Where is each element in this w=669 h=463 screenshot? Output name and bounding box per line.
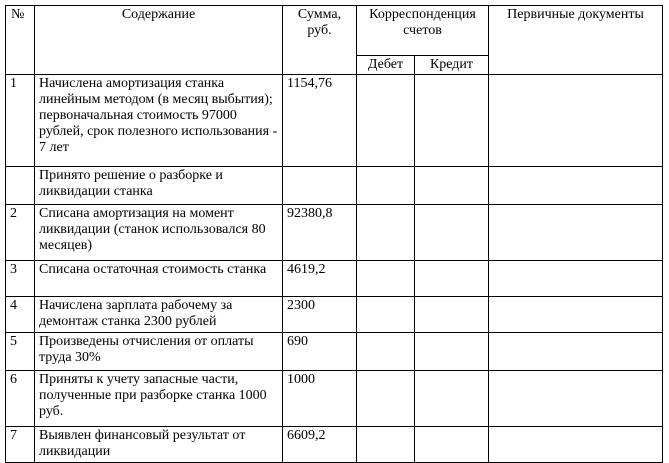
row-content: Приняты к учету запасные части, полученные при разборке станка 1000 руб. [35,371,283,427]
header-credit: Кредит [415,56,489,75]
row-amount: 92380,8 [283,205,357,261]
row-credit [415,205,489,261]
row-credit [415,427,489,463]
table-row [6,333,663,371]
row-documents [489,75,663,167]
row-documents [489,205,663,261]
header-number: № [6,6,35,75]
table-row [6,261,663,297]
row-number: 1 [6,75,35,167]
row-amount: 690 [283,333,357,371]
row-documents [489,297,663,333]
operations-table [5,5,663,463]
row-debit [357,371,415,427]
row-number: 2 [6,205,35,261]
row-credit [415,371,489,427]
row-number: 6 [6,371,35,427]
row-credit [415,297,489,333]
row-amount: 2300 [283,297,357,333]
row-content: Произведены отчисления от оплаты труда 30% [35,333,283,371]
row-credit [415,333,489,371]
row-debit [357,205,415,261]
row-debit [357,75,415,167]
header-correspondence: Корреспонденция счетов [357,6,489,56]
header-row-top [6,6,663,56]
row-amount: 1000 [283,371,357,427]
row-debit [357,333,415,371]
table-row [6,75,663,167]
row-number: 5 [6,333,35,371]
header-content: Содержание [35,6,283,75]
table-row [6,167,663,205]
table-row [6,371,663,427]
row-content: Начислена амортизация станка линейным методом (в месяц выбытия); первоначальная стоимость 97000 рублей, срок полезного использования - 7 лет [35,75,283,167]
row-number: 4 [6,297,35,333]
header-debit: Дебет [357,56,415,75]
row-credit [415,261,489,297]
row-debit [357,261,415,297]
header-documents: Первичные документы [489,6,663,75]
row-debit [357,167,415,205]
row-amount: 1154,76 [283,75,357,167]
row-credit [415,167,489,205]
row-amount [283,167,357,205]
row-number: 3 [6,261,35,297]
row-content: Выявлен финансовый результат от ликвидации [35,427,283,463]
row-debit [357,427,415,463]
row-number [6,167,35,205]
row-number: 7 [6,427,35,463]
row-amount: 6609,2 [283,427,357,463]
row-content: Начислена зарплата рабочему за демонтаж станка 2300 рублей [35,297,283,333]
table-row [6,427,663,463]
row-credit [415,75,489,167]
row-documents [489,427,663,463]
header-amount: Сумма, руб. [283,6,357,75]
table-row [6,205,663,261]
row-content: Принято решение о разборке и ликвидации станка [35,167,283,205]
row-amount: 4619,2 [283,261,357,297]
row-documents [489,261,663,297]
row-debit [357,297,415,333]
row-content: Списана амортизация на момент ликвидации (станок использовался 80 месяцев) [35,205,283,261]
row-documents [489,167,663,205]
row-content: Списана остаточная стоимость станка [35,261,283,297]
table-row [6,297,663,333]
row-documents [489,333,663,371]
row-documents [489,371,663,427]
